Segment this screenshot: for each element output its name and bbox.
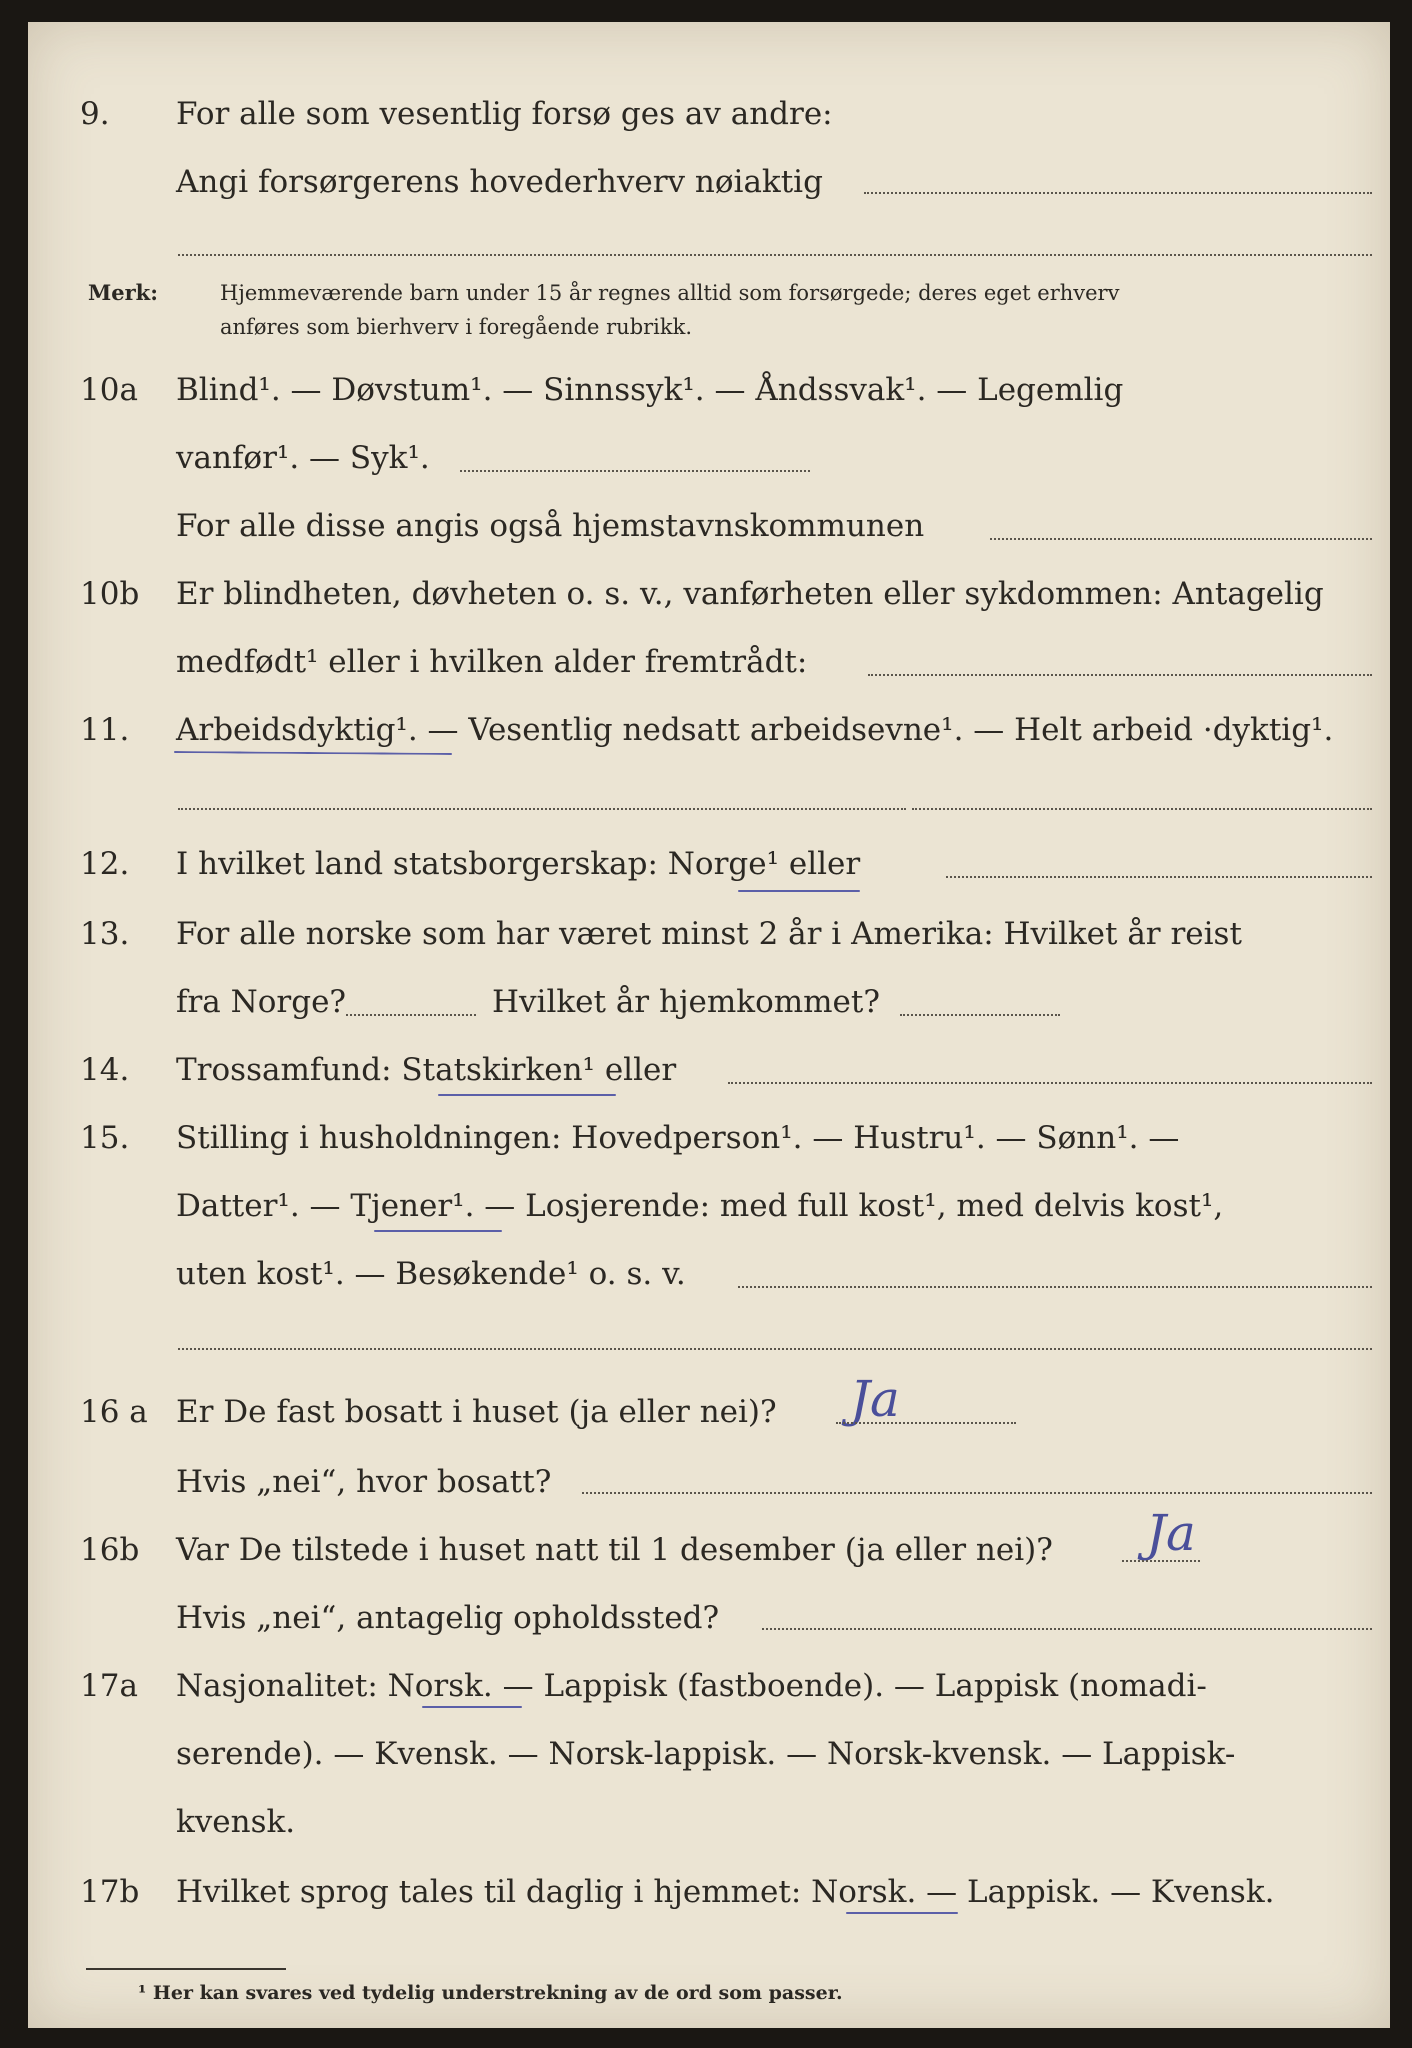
question-text: medfødt¹ eller i hvilken alder fremtrådt: (176, 644, 808, 680)
question-text: Trossamfund: Statskirken¹ eller (176, 1052, 677, 1088)
question-text: Blind¹. — Døvstum¹. — Sinnssyk¹. — Åndssvak¹. — Legemlig (176, 372, 1124, 408)
question-number: 9. (80, 96, 110, 132)
question-text: Arbeidsdyktig¹. — Vesentlig nedsatt arbeidsevne¹. — Helt arbeid ·dyktig¹. (176, 712, 1334, 748)
answer-line[interactable] (738, 1286, 1372, 1288)
question-text: For alle som vesentlig forsø ges av andre: (176, 96, 833, 132)
answer-line[interactable] (178, 254, 1372, 256)
footnote-divider (86, 1968, 286, 1970)
census-form-page (28, 22, 1390, 2028)
question-text: Var De tilstede i huset natt til 1 desember (ja eller nei)? (176, 1532, 1053, 1568)
question-number: 16b (80, 1532, 140, 1568)
handwritten-answer: Ja (1146, 1504, 1196, 1562)
question-number: 10a (80, 372, 138, 408)
answer-line[interactable] (912, 808, 1372, 810)
handwritten-underline (846, 1912, 958, 1914)
question-text: Nasjonalitet: Norsk. — Lappisk (fastboende). — Lappisk (nomadi- (176, 1668, 1207, 1704)
answer-line[interactable] (346, 1014, 476, 1016)
question-text: Er De fast bosatt i huset (ja eller nei)? (176, 1394, 777, 1430)
note-label: Merk: (88, 280, 158, 305)
question-text: vanfør¹. — Syk¹. (176, 440, 430, 476)
answer-line[interactable] (946, 876, 1372, 878)
question-number: 13. (80, 916, 130, 952)
handwritten-underline (174, 751, 452, 755)
answer-line[interactable] (178, 808, 906, 810)
answer-line[interactable] (868, 674, 1372, 676)
handwritten-underline (738, 890, 860, 892)
question-text: serende). — Kvensk. — Norsk-lappisk. — Norsk-kvensk. — Lappisk- (176, 1736, 1236, 1772)
question-text: Datter¹. — Tjener¹. — Losjerende: med full kost¹, med delvis kost¹, (176, 1188, 1224, 1224)
question-text: Hvis „nei“, antagelig opholdssted? (176, 1600, 720, 1636)
question-number: 16 a (80, 1394, 148, 1430)
note-text: anføres som bierhverv i foregående rubrikk. (220, 315, 693, 339)
question-text: For alle disse angis også hjemstavnskommunen (176, 508, 925, 544)
handwritten-underline (438, 1094, 616, 1096)
question-text: Hvilket sprog tales til daglig i hjemmet: Norsk. — Lappisk. — Kvensk. (176, 1874, 1275, 1910)
question-number: 10b (80, 576, 140, 612)
question-number: 14. (80, 1052, 130, 1088)
answer-line[interactable] (1122, 1560, 1200, 1562)
answer-line[interactable] (864, 192, 1372, 194)
question-text: For alle norske som har været minst 2 år i Amerika: Hvilket år reist (176, 916, 1242, 952)
answer-line[interactable] (990, 538, 1372, 540)
handwritten-underline (374, 1230, 502, 1232)
handwritten-answer: Ja (850, 1370, 900, 1428)
answer-line[interactable] (178, 1348, 1372, 1350)
answer-line[interactable] (836, 1422, 1016, 1424)
question-text: fra Norge? (176, 984, 347, 1020)
answer-line[interactable] (728, 1082, 1372, 1084)
question-number: 17b (80, 1874, 140, 1910)
question-number: 12. (80, 846, 130, 882)
question-text: Hvilket år hjemkommet? (492, 984, 880, 1020)
question-text: Hvis „nei“, hvor bosatt? (176, 1464, 552, 1500)
footnote: ¹ Her kan svares ved tydelig understrekning av de ord som passer. (138, 1982, 843, 2004)
question-number: 15. (80, 1120, 130, 1156)
answer-line[interactable] (582, 1492, 1372, 1494)
question-text: kvensk. (176, 1804, 296, 1840)
question-number: 11. (80, 712, 130, 748)
question-number: 17a (80, 1668, 138, 1704)
answer-line[interactable] (460, 470, 810, 472)
handwritten-underline (422, 1706, 522, 1708)
question-text: I hvilket land statsborgerskap: Norge¹ eller (176, 846, 861, 882)
question-text: Angi forsørgerens hovederhverv nøiaktig (176, 164, 823, 200)
question-text: Stilling i husholdningen: Hovedperson¹. — Hustru¹. — Sønn¹. — (176, 1120, 1180, 1156)
question-text: uten kost¹. — Besøkende¹ o. s. v. (176, 1256, 686, 1292)
answer-line[interactable] (762, 1628, 1372, 1630)
question-text: Er blindheten, døvheten o. s. v., vanførheten eller sykdommen: Antagelig (176, 576, 1324, 612)
note-text: Hjemmeværende barn under 15 år regnes alltid som forsørgede; deres eget erhverv (220, 281, 1120, 305)
answer-line[interactable] (900, 1014, 1060, 1016)
